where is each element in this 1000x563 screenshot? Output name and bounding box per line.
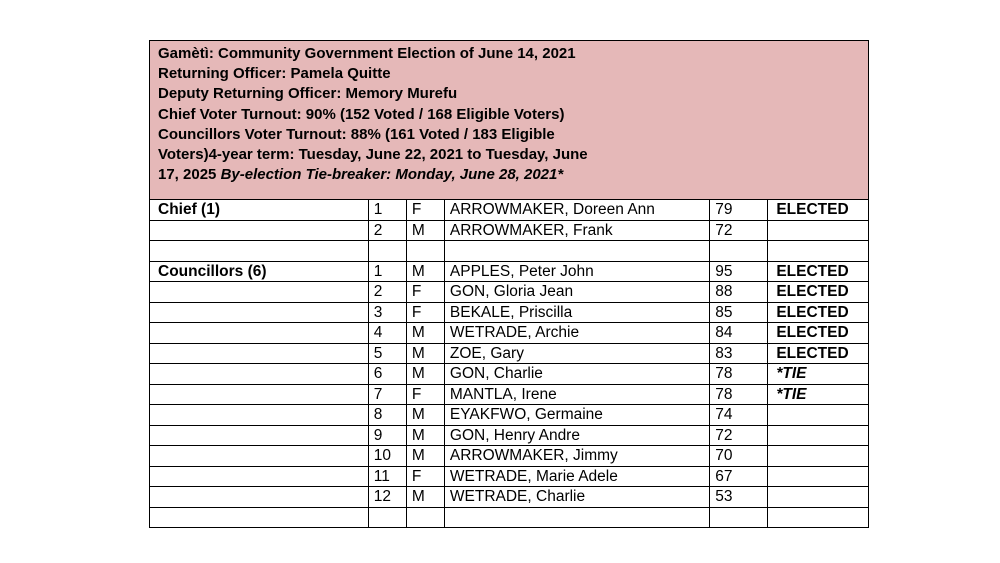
section-label	[150, 466, 368, 487]
section-label	[150, 323, 368, 344]
vote-count	[710, 507, 768, 527]
candidate-gender: M	[406, 261, 444, 282]
vote-count: 78	[710, 364, 768, 385]
vote-count: 72	[710, 220, 768, 241]
candidate-number: 12	[368, 487, 406, 508]
table-row	[150, 425, 868, 446]
candidate-name: GON, Charlie	[444, 364, 709, 385]
section-label	[150, 343, 368, 364]
vote-count: 53	[710, 487, 768, 508]
vote-count: 72	[710, 425, 768, 446]
candidate-name: APPLES, Peter John	[444, 261, 709, 282]
candidate-number: 1	[368, 200, 406, 220]
result-status: ELECTED	[768, 323, 868, 344]
section-label	[150, 487, 368, 508]
candidate-number: 8	[368, 405, 406, 426]
candidate-number: 11	[368, 466, 406, 487]
section-label: Councillors (6)	[150, 261, 368, 282]
section-label	[150, 220, 368, 241]
result-status	[768, 446, 868, 467]
candidate-gender: M	[406, 446, 444, 467]
vote-count: 79	[710, 200, 768, 220]
candidate-number: 7	[368, 384, 406, 405]
section-label	[150, 241, 368, 262]
candidate-name: ARROWMAKER, Jimmy	[444, 446, 709, 467]
result-status	[768, 241, 868, 262]
section-label	[150, 282, 368, 303]
vote-count: 85	[710, 302, 768, 323]
vote-count	[710, 241, 768, 262]
table-row	[150, 220, 868, 241]
candidate-gender: M	[406, 343, 444, 364]
result-status: *TIE	[768, 364, 868, 385]
table-row	[150, 384, 868, 405]
table-row	[150, 323, 868, 344]
section-label	[150, 446, 368, 467]
candidate-gender: F	[406, 466, 444, 487]
result-status	[768, 507, 868, 527]
candidate-number: 4	[368, 323, 406, 344]
candidate-gender: F	[406, 282, 444, 303]
vote-count: 83	[710, 343, 768, 364]
candidate-name: ZOE, Gary	[444, 343, 709, 364]
table-row	[150, 466, 868, 487]
tie-breaker-text: By-election Tie-breaker: Monday, June 28, 2021*	[220, 166, 564, 184]
candidate-number	[368, 241, 406, 262]
candidate-name: WETRADE, Marie Adele	[444, 466, 709, 487]
candidate-gender: M	[406, 323, 444, 344]
table-row	[150, 446, 868, 467]
table-row	[150, 364, 868, 385]
table-row	[150, 487, 868, 508]
candidate-name: MANTLA, Irene	[444, 384, 709, 405]
result-status	[768, 466, 868, 487]
candidate-name: WETRADE, Charlie	[444, 487, 709, 508]
election-summary-header	[150, 41, 868, 200]
candidate-gender: F	[406, 200, 444, 220]
candidate-gender: M	[406, 220, 444, 241]
table-row	[150, 241, 868, 262]
candidate-name	[444, 241, 709, 262]
tie-breaker-line	[158, 165, 860, 185]
candidate-number: 9	[368, 425, 406, 446]
section-label	[150, 384, 368, 405]
candidate-name: ARROWMAKER, Doreen Ann	[444, 200, 709, 220]
result-status	[768, 405, 868, 426]
table-row	[150, 282, 868, 303]
section-label	[150, 405, 368, 426]
results-table	[150, 200, 868, 527]
result-status	[768, 425, 868, 446]
candidate-name: BEKALE, Priscilla	[444, 302, 709, 323]
candidate-number: 3	[368, 302, 406, 323]
result-status: ELECTED	[768, 282, 868, 303]
vote-count: 67	[710, 466, 768, 487]
table-row	[150, 261, 868, 282]
section-label	[150, 302, 368, 323]
term-line: Voters)4-year term: Tuesday, June 22, 2021 to Tuesday, June	[158, 146, 588, 164]
candidate-number: 6	[368, 364, 406, 385]
election-title: Gamètì: Community Government Election of June 14, 2021	[158, 45, 576, 62]
result-status: ELECTED	[768, 302, 868, 323]
section-label	[150, 364, 368, 385]
vote-count: 88	[710, 282, 768, 303]
result-status: ELECTED	[768, 261, 868, 282]
vote-count: 84	[710, 323, 768, 344]
vote-count: 70	[710, 446, 768, 467]
candidate-gender	[406, 241, 444, 262]
candidate-name: GON, Henry Andre	[444, 425, 709, 446]
table-row	[150, 200, 868, 220]
section-label: Chief (1)	[150, 200, 368, 220]
candidate-number: 1	[368, 261, 406, 282]
candidate-number: 2	[368, 220, 406, 241]
result-status: ELECTED	[768, 200, 868, 220]
candidate-gender: M	[406, 487, 444, 508]
table-row	[150, 343, 868, 364]
table-row	[150, 302, 868, 323]
candidate-name	[444, 507, 709, 527]
vote-count: 78	[710, 384, 768, 405]
candidate-name: EYAKFWO, Germaine	[444, 405, 709, 426]
candidate-number: 5	[368, 343, 406, 364]
candidate-number: 10	[368, 446, 406, 467]
result-status: *TIE	[768, 384, 868, 405]
result-status	[768, 220, 868, 241]
table-row	[150, 507, 868, 527]
term-end-text: 17, 2025	[158, 166, 221, 184]
candidate-gender	[406, 507, 444, 527]
candidate-name: GON, Gloria Jean	[444, 282, 709, 303]
result-status: ELECTED	[768, 343, 868, 364]
vote-count: 74	[710, 405, 768, 426]
candidate-name: ARROWMAKER, Frank	[444, 220, 709, 241]
deputy-returning-officer: Deputy Returning Officer: Memory Murefu	[158, 85, 458, 103]
vote-count: 95	[710, 261, 768, 282]
election-results-document	[149, 40, 869, 528]
candidate-gender: F	[406, 302, 444, 323]
candidate-name: WETRADE, Archie	[444, 323, 709, 344]
section-label	[150, 425, 368, 446]
result-status	[768, 487, 868, 508]
results-table-body	[150, 200, 868, 527]
candidate-gender: M	[406, 364, 444, 385]
candidate-number	[368, 507, 406, 527]
section-label	[150, 507, 368, 527]
candidate-gender: F	[406, 384, 444, 405]
chief-voter-turnout: Chief Voter Turnout: 90% (152 Voted / 168 Eligible Voters)	[158, 105, 565, 123]
table-row	[150, 405, 868, 426]
candidate-gender: M	[406, 425, 444, 446]
councillors-voter-turnout: Councillors Voter Turnout: 88% (161 Voted / 183 Eligible	[158, 125, 555, 143]
candidate-number: 2	[368, 282, 406, 303]
returning-officer: Returning Officer: Pamela Quitte	[158, 65, 391, 83]
candidate-gender: M	[406, 405, 444, 426]
